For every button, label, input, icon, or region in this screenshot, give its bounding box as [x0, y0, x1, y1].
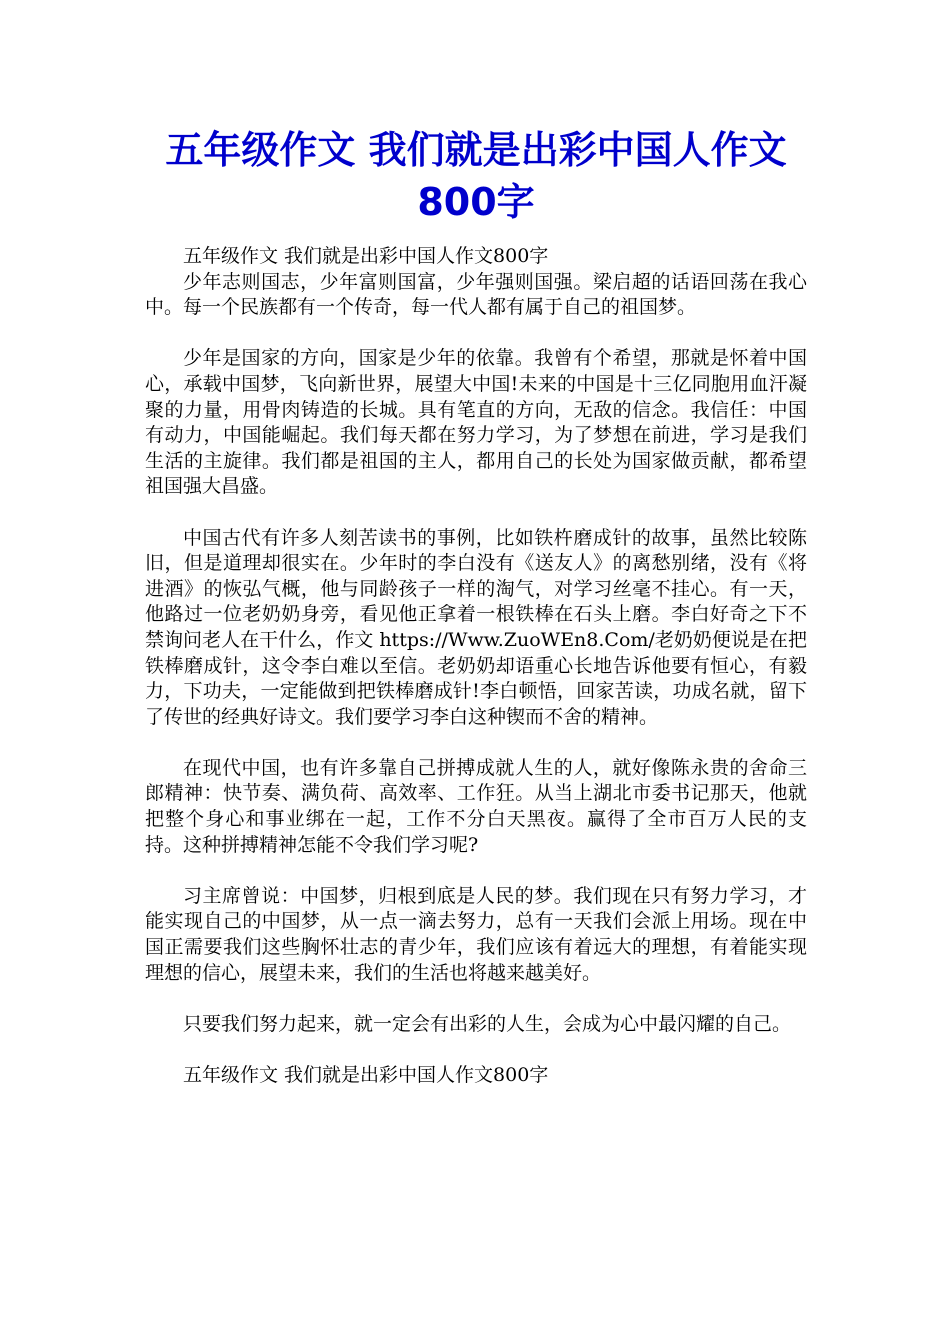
paragraph-dream: 习主席曾说：中国梦，归根到底是人民的梦。我们现在只有努力学习，才能实现自己的中国梦，从一点一滴去努力，总有一天我们会派上用场。现在中国正需要我们这些胸怀壮志的青少年，我们应该有着远大的理想，有着能实现理想的信心，展望未来，我们的生活也将越来越美好。: [145, 884, 807, 984]
document-page: [145, 124, 807, 1089]
paragraph-conclusion: 只要我们努力起来，就一定会有出彩的人生，会成为心中最闪耀的自己。: [183, 1012, 792, 1035]
paragraph-subtitle: 五年级作文 我们就是出彩中国人作文800字: [183, 245, 549, 267]
document-title: 五年级作文 我们就是出彩中国人作文800字: [165, 128, 787, 224]
paragraph-gap: [145, 730, 807, 756]
paragraph-gap: [145, 858, 807, 884]
paragraph-gap: [145, 500, 807, 526]
paragraph-intro: 少年志则国志，少年富则国富，少年强则国强。梁启超的话语回荡在我心中。每一个民族都有一个传奇，每一代人都有属于自己的祖国梦。: [145, 270, 807, 319]
paragraph-footer-title: 五年级作文 我们就是出彩中国人作文800字: [183, 1064, 549, 1086]
document-body: [145, 244, 807, 1089]
paragraph-gap: [145, 1037, 807, 1063]
paragraph-gap: [145, 321, 807, 347]
paragraph-modern: 在现代中国，也有许多靠自己拼搏成就人生的人，就好像陈永贵的舍命三郎精神：快节奏、满负荷、高效率、工作狂。从当上湖北市委书记那天，他就把整个身心和事业绑在一起，工作不分白天黑夜。赢得了全市百万人民的支持。这种拼搏精神怎能不令我们学习呢?: [145, 756, 807, 856]
paragraph-gap: [145, 986, 807, 1012]
paragraph-youth: 少年是国家的方向，国家是少年的依靠。我曾有个希望，那就是怀着中国心，承载中国梦，飞向新世界，展望大中国!未来的中国是十三亿同胞用血汗凝聚的力量，用骨肉铸造的长城。具有笔直的方向，无敌的信念。我信任：中国有动力，中国能崛起。我们每天都在努力学习，为了梦想在前进，学习是我们生活的主旋律。我们都是祖国的主人，都用自己的长处为国家做贡献，都希望祖国强大昌盛。: [145, 347, 807, 498]
paragraph-libai: 中国古代有许多人刻苦读书的事例，比如铁杵磨成针的故事，虽然比较陈旧，但是道理却很实在。少年时的李白没有《送友人》的离愁别绪，没有《将进酒》的恢弘气概，他与同龄孩子一样的淘气，对学习丝毫不挂心。有一天，他路过一位老奶奶身旁，看见他正拿着一根铁棒在石头上磨。李白好奇之下不禁询问老人在干什么，作文 https://Www.ZuoWEn8.Com/老奶奶便说是在把铁棒磨成针，这令李白难以至信。老奶奶却语重心长地告诉他要有恒心，有毅力，下功夫，一定能做到把铁棒磨成针!李白顿悟，回家苦读，功成名就，留下了传世的经典好诗文。我们要学习李白这种锲而不舍的精神。: [145, 526, 807, 728]
